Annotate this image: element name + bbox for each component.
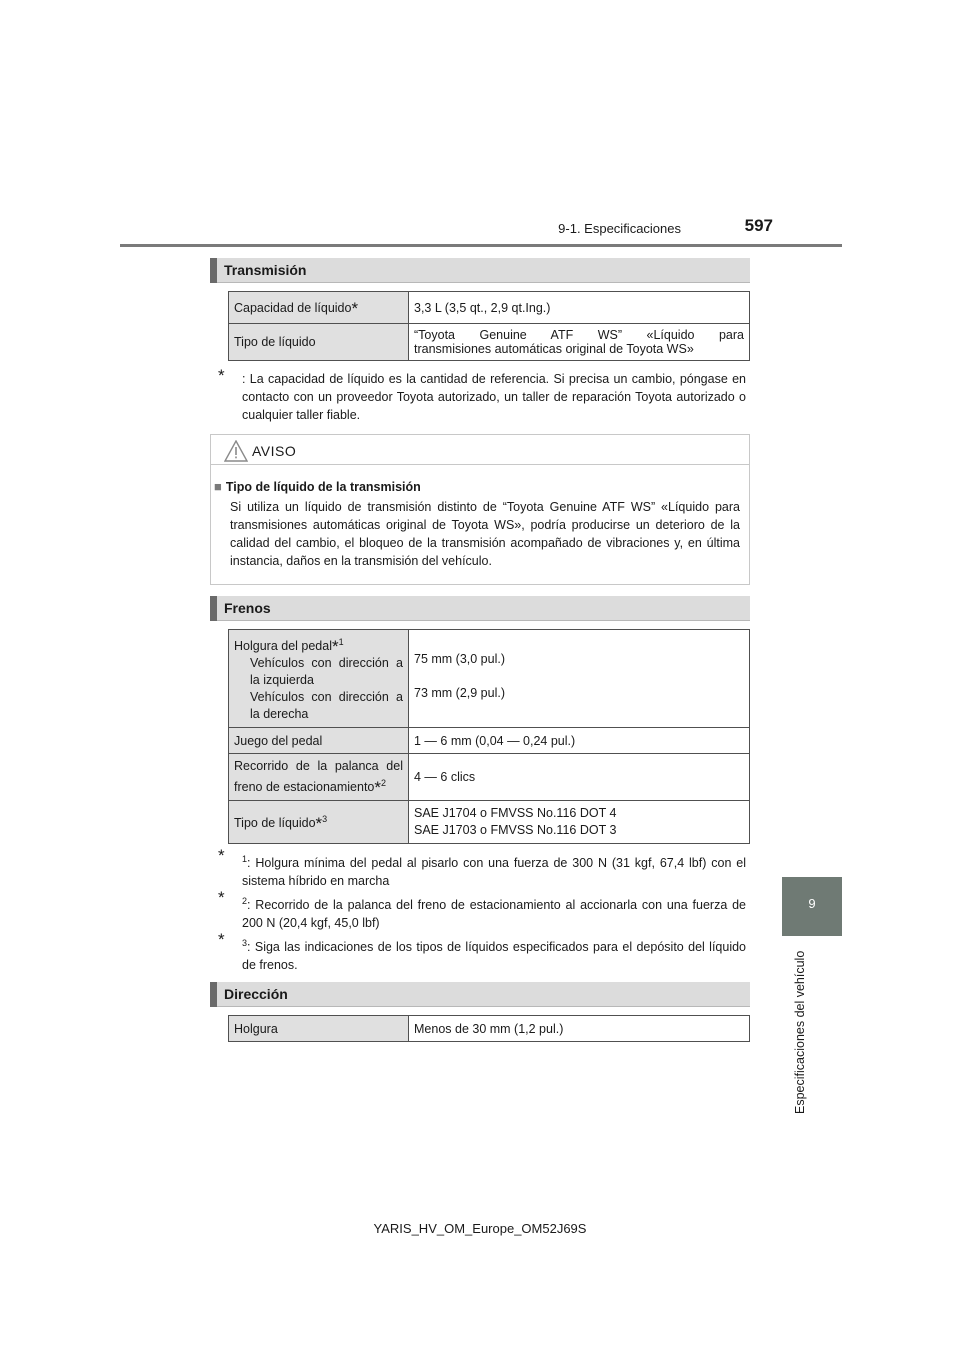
square-bullet-icon: ■	[214, 479, 222, 494]
table-value: 3,3 L (3,5 qt., 2,9 qt.Ing.)	[409, 292, 750, 324]
table-key: Tipo de líquido	[229, 324, 409, 361]
heading-bar	[210, 596, 217, 621]
chapter-label: Especificaciones del vehículo	[793, 950, 807, 1114]
page-number: 597	[744, 216, 773, 235]
table-row	[229, 630, 750, 728]
table-row	[229, 728, 750, 754]
heading-label: Dirección	[224, 986, 288, 1002]
table-value: 4 — 6 clics	[409, 754, 750, 801]
section-title: 9-1. Especificaciones	[558, 221, 681, 236]
table-key: Juego del pedal	[229, 728, 409, 754]
footnote: * $^1$: Holgura mínima del pedal al pisarlo con una fuerza de 300 N (31 kgf, 67,4 lbf) con el sistema híbrido en marcha	[218, 846, 746, 889]
section-heading-transmision	[210, 258, 750, 283]
table-value: SAE J1704 o FMVSS No.116 DOT 4 SAE J1703 o FMVSS No.116 DOT 3	[409, 801, 750, 844]
frenos-table	[228, 629, 750, 844]
document-footer: YARIS_HV_OM_Europe_OM52J69S	[373, 1221, 587, 1236]
warning-title: AVISO	[252, 443, 297, 459]
warning-heading: ■ Tipo de líquido de la transmisión	[214, 479, 421, 494]
table-key: Recorrido de la palanca del freno de estacionamiento*$^2$	[229, 754, 409, 801]
table-key: Holgura	[229, 1016, 409, 1042]
table-row	[229, 754, 750, 801]
heading-label: Frenos	[224, 600, 271, 616]
footnote: * $^2$: Recorrido de la palanca del freno de estacionamiento al accionarla con una fuerza de 200 N (20,4 kgf, 45,0 lbf)	[218, 888, 746, 931]
table-row	[229, 292, 750, 324]
table-key: Tipo de líquido*$^3$	[229, 801, 409, 844]
heading-bar	[210, 258, 217, 283]
footnote: * : La capacidad de líquido es la cantidad de referencia. Si precisa un cambio, póngase en contacto con un proveedor Toyota autorizado, un taller de reparación Toyota autorizado o cualquier taller fiable.	[218, 366, 746, 422]
section-heading-frenos	[210, 596, 750, 621]
section-heading-direccion	[210, 982, 750, 1007]
table-value: 1 — 6 mm (0,04 — 0,24 pul.)	[409, 728, 750, 754]
direccion-table	[228, 1015, 750, 1042]
chapter-number: 9	[808, 896, 816, 911]
header-rule	[120, 244, 842, 247]
table-row	[229, 1016, 750, 1042]
table-key: Capacidad de líquido*	[229, 292, 409, 324]
table-value: 75 mm (3,0 pul.) 73 mm (2,9 pul.)	[409, 630, 750, 728]
footnote: * $^3$: Siga las indicaciones de los tipos de líquidos especificados para el depósito del líquido de frenos.	[218, 930, 746, 973]
heading-label: Transmisión	[224, 262, 307, 278]
table-value: “Toyota Genuine ATF WS” «Líquido para transmisiones automáticas original de Toyota WS»	[409, 324, 750, 361]
transmision-table	[228, 291, 750, 361]
table-row	[229, 801, 750, 844]
table-key: Holgura del pedal*$^1$ Vehículos con dirección a la izquierda Vehículos con dirección a la derecha	[229, 630, 409, 728]
heading-bar	[210, 982, 217, 1007]
warning-triangle-icon	[224, 440, 248, 467]
table-row	[229, 324, 750, 361]
warning-body: Si utiliza un líquido de transmisión distinto de “Toyota Genuine ATF WS” «Líquido para transmisiones automáticas original de Toyota WS», podría producirse un deterioro de la calidad del cambio, el bloqueo de la transmisión acompañado de vibraciones y, en última instancia, daños en la transmisión del vehículo.	[230, 500, 740, 568]
table-value: Menos de 30 mm (1,2 pul.)	[409, 1016, 750, 1042]
